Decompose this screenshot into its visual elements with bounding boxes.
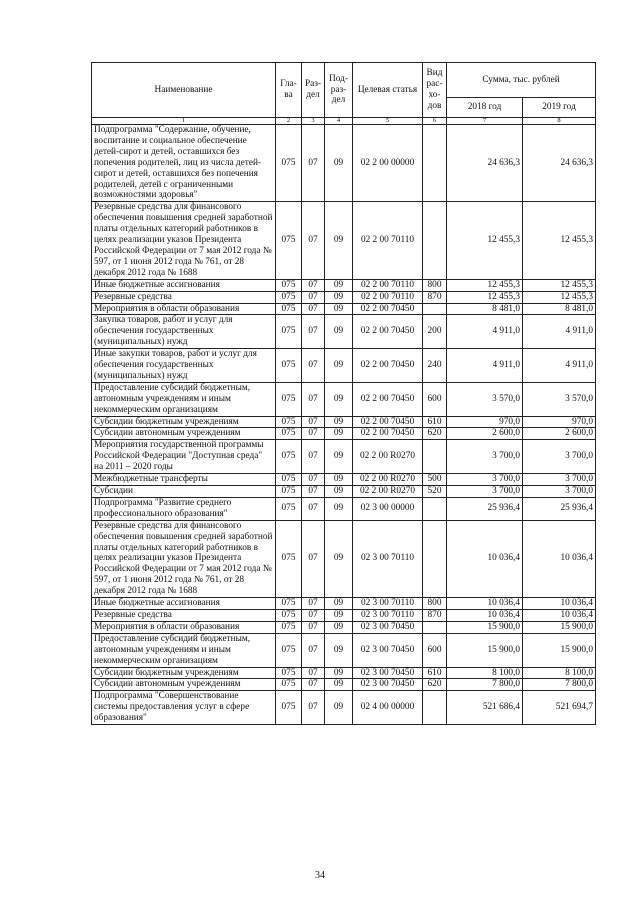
table-row xyxy=(92,474,596,486)
row-glava-cell: 075 xyxy=(276,303,302,315)
row-vid-cell xyxy=(423,497,447,520)
row-glava-cell: 075 xyxy=(276,621,302,633)
row-glava-cell: 075 xyxy=(276,679,302,691)
row-vid-cell: 870 xyxy=(423,291,447,303)
row-name-cell: Подпрограмма "Развитие среднего профессионального образования" xyxy=(92,497,276,520)
row-vid-cell xyxy=(423,621,447,633)
row-razdel-cell: 07 xyxy=(302,416,325,428)
row-sum-2019-cell: 7 800,0 xyxy=(523,679,596,691)
table-row xyxy=(92,497,596,520)
row-razdel-cell: 07 xyxy=(302,349,325,383)
row-vid-cell: 620 xyxy=(423,428,447,440)
row-target-cell: 02 2 00 R0270 xyxy=(353,440,423,474)
table-row xyxy=(92,667,596,679)
row-name-cell: Подпрограмма "Совершенствование системы предоставления услуг в сфере образования" xyxy=(92,691,276,725)
row-podrazdel-cell: 09 xyxy=(325,279,353,291)
row-glava-cell: 075 xyxy=(276,486,302,498)
row-vid-cell xyxy=(423,202,447,279)
row-target-cell: 02 2 00 70450 xyxy=(353,382,423,416)
row-name-cell: Резервные средства для финансового обеспечения повышения средней заработной платы отдельных категорий работников в целях реализации указов Президента Российской Федерации от 7 мая 2012 года № 597, от 1 июня 2012 года № 761, от 28 декабря 2012 года № 1688 xyxy=(92,520,276,597)
row-name-cell: Субсидии бюджетным учреждениям xyxy=(92,416,276,428)
row-sum-2018-cell: 2 600,0 xyxy=(447,428,523,440)
row-sum-2018-cell: 3 700,0 xyxy=(447,486,523,498)
row-sum-2019-cell: 2 600,0 xyxy=(523,428,596,440)
row-target-cell: 02 2 00 70450 xyxy=(353,416,423,428)
header-year-2018: 2018 год xyxy=(447,98,523,118)
row-glava-cell: 075 xyxy=(276,520,302,597)
row-sum-2018-cell: 10 036,4 xyxy=(447,598,523,610)
row-podrazdel-cell: 09 xyxy=(325,598,353,610)
row-podrazdel-cell: 09 xyxy=(325,416,353,428)
row-name-cell: Иные бюджетные ассигнования xyxy=(92,279,276,291)
row-sum-2019-cell: 10 036,4 xyxy=(523,520,596,597)
row-podrazdel-cell: 09 xyxy=(325,621,353,633)
row-target-cell: 02 3 00 00000 xyxy=(353,497,423,520)
table-row xyxy=(92,125,596,202)
row-target-cell: 02 2 00 R0270 xyxy=(353,486,423,498)
header-name: Наименование xyxy=(92,63,276,118)
table-row xyxy=(92,598,596,610)
row-sum-2019-cell: 3 700,0 xyxy=(523,440,596,474)
column-number: 8 xyxy=(523,118,596,125)
row-razdel-cell: 07 xyxy=(302,279,325,291)
row-razdel-cell: 07 xyxy=(302,667,325,679)
row-name-cell: Резервные средства для финансового обеспечения повышения средней заработной платы отдельных категорий работников в целях реализации указов Президента Российской Федерации от 7 мая 2012 года № 597, от 1 июня 2012 года № 761, от 28 декабря 2012 года № 1688 xyxy=(92,202,276,279)
row-podrazdel-cell: 09 xyxy=(325,667,353,679)
row-sum-2019-cell: 10 036,4 xyxy=(523,598,596,610)
row-podrazdel-cell: 09 xyxy=(325,691,353,725)
table-row xyxy=(92,349,596,383)
row-vid-cell: 200 xyxy=(423,315,447,349)
row-name-cell: Межбюджетные трансферты xyxy=(92,474,276,486)
row-razdel-cell: 07 xyxy=(302,382,325,416)
row-sum-2019-cell: 12 455,3 xyxy=(523,291,596,303)
row-razdel-cell: 07 xyxy=(302,125,325,202)
row-target-cell: 02 3 00 70450 xyxy=(353,621,423,633)
row-sum-2018-cell: 12 455,3 xyxy=(447,202,523,279)
row-name-cell: Субсидии автономным учреждениям xyxy=(92,428,276,440)
row-glava-cell: 075 xyxy=(276,291,302,303)
row-name-cell: Предоставление субсидий бюджетным, автономным учреждениям и иным некоммерческим организациям xyxy=(92,633,276,667)
table-row xyxy=(92,621,596,633)
row-name-cell: Резервные средства xyxy=(92,291,276,303)
header-vid: Вид рас-хо-дов xyxy=(423,63,447,118)
row-glava-cell: 075 xyxy=(276,691,302,725)
row-vid-cell: 500 xyxy=(423,474,447,486)
row-sum-2018-cell: 10 036,4 xyxy=(447,520,523,597)
row-sum-2019-cell: 8 100,0 xyxy=(523,667,596,679)
column-number: 6 xyxy=(423,118,447,125)
row-glava-cell: 075 xyxy=(276,440,302,474)
table-row xyxy=(92,440,596,474)
row-razdel-cell: 07 xyxy=(302,520,325,597)
row-target-cell: 02 3 00 70450 xyxy=(353,667,423,679)
row-podrazdel-cell: 09 xyxy=(325,679,353,691)
row-target-cell: 02 3 00 70450 xyxy=(353,633,423,667)
row-glava-cell: 075 xyxy=(276,667,302,679)
row-target-cell: 02 4 00 00000 xyxy=(353,691,423,725)
table-row xyxy=(92,202,596,279)
column-number: 2 xyxy=(276,118,302,125)
row-name-cell: Резервные средства xyxy=(92,609,276,621)
row-razdel-cell: 07 xyxy=(302,303,325,315)
row-razdel-cell: 07 xyxy=(302,679,325,691)
row-razdel-cell: 07 xyxy=(302,497,325,520)
row-glava-cell: 075 xyxy=(276,497,302,520)
row-sum-2018-cell: 4 911,0 xyxy=(447,349,523,383)
header-podrazdel: Под-раз-дел xyxy=(325,63,353,118)
column-number: 4 xyxy=(325,118,353,125)
column-number: 7 xyxy=(447,118,523,125)
row-razdel-cell: 07 xyxy=(302,486,325,498)
row-razdel-cell: 07 xyxy=(302,440,325,474)
row-sum-2018-cell: 8 481,0 xyxy=(447,303,523,315)
row-target-cell: 02 2 00 70450 xyxy=(353,428,423,440)
row-razdel-cell: 07 xyxy=(302,609,325,621)
column-number: 5 xyxy=(353,118,423,125)
row-target-cell: 02 2 00 70110 xyxy=(353,279,423,291)
row-sum-2019-cell: 10 036,4 xyxy=(523,609,596,621)
row-sum-2019-cell: 15 900,0 xyxy=(523,633,596,667)
row-podrazdel-cell: 09 xyxy=(325,633,353,667)
row-sum-2018-cell: 4 911,0 xyxy=(447,315,523,349)
table-row xyxy=(92,382,596,416)
row-vid-cell: 800 xyxy=(423,598,447,610)
row-sum-2019-cell: 521 694,7 xyxy=(523,691,596,725)
budget-table xyxy=(91,62,596,725)
header-year-2019: 2019 год xyxy=(523,98,596,118)
row-name-cell: Субсидии автономным учреждениям xyxy=(92,679,276,691)
row-sum-2019-cell: 970,0 xyxy=(523,416,596,428)
table-row xyxy=(92,679,596,691)
row-glava-cell: 075 xyxy=(276,125,302,202)
row-sum-2018-cell: 15 900,0 xyxy=(447,633,523,667)
row-target-cell: 02 3 00 70450 xyxy=(353,679,423,691)
row-glava-cell: 075 xyxy=(276,633,302,667)
row-razdel-cell: 07 xyxy=(302,598,325,610)
row-sum-2018-cell: 25 936,4 xyxy=(447,497,523,520)
row-target-cell: 02 2 00 70450 xyxy=(353,303,423,315)
row-sum-2018-cell: 3 700,0 xyxy=(447,440,523,474)
row-glava-cell: 075 xyxy=(276,416,302,428)
row-sum-2019-cell: 12 455,3 xyxy=(523,279,596,291)
row-sum-2018-cell: 15 900,0 xyxy=(447,621,523,633)
header-target: Целевая статья xyxy=(353,63,423,118)
table-row xyxy=(92,520,596,597)
row-target-cell: 02 3 00 70110 xyxy=(353,609,423,621)
row-name-cell: Мероприятия в области образования xyxy=(92,303,276,315)
row-sum-2018-cell: 10 036,4 xyxy=(447,609,523,621)
row-razdel-cell: 07 xyxy=(302,474,325,486)
row-vid-cell: 600 xyxy=(423,633,447,667)
table-row xyxy=(92,416,596,428)
table-row xyxy=(92,691,596,725)
row-target-cell: 02 2 00 70450 xyxy=(353,315,423,349)
table-row xyxy=(92,315,596,349)
row-sum-2018-cell: 3 700,0 xyxy=(447,474,523,486)
row-vid-cell: 610 xyxy=(423,416,447,428)
row-vid-cell xyxy=(423,303,447,315)
table-row xyxy=(92,428,596,440)
row-vid-cell: 600 xyxy=(423,382,447,416)
row-sum-2019-cell: 12 455,3 xyxy=(523,202,596,279)
row-podrazdel-cell: 09 xyxy=(325,125,353,202)
row-podrazdel-cell: 09 xyxy=(325,497,353,520)
row-sum-2018-cell: 12 455,3 xyxy=(447,279,523,291)
row-podrazdel-cell: 09 xyxy=(325,349,353,383)
row-sum-2019-cell: 8 481,0 xyxy=(523,303,596,315)
row-podrazdel-cell: 09 xyxy=(325,428,353,440)
row-razdel-cell: 07 xyxy=(302,691,325,725)
table-row xyxy=(92,279,596,291)
row-podrazdel-cell: 09 xyxy=(325,202,353,279)
row-target-cell: 02 2 00 70110 xyxy=(353,291,423,303)
row-sum-2018-cell: 970,0 xyxy=(447,416,523,428)
row-glava-cell: 075 xyxy=(276,382,302,416)
row-vid-cell: 800 xyxy=(423,279,447,291)
table-row xyxy=(92,609,596,621)
page-number: 34 xyxy=(315,870,325,881)
row-target-cell: 02 2 00 70450 xyxy=(353,349,423,383)
row-target-cell: 02 2 00 00000 xyxy=(353,125,423,202)
row-podrazdel-cell: 09 xyxy=(325,291,353,303)
row-podrazdel-cell: 09 xyxy=(325,315,353,349)
table-row xyxy=(92,291,596,303)
row-glava-cell: 075 xyxy=(276,279,302,291)
row-razdel-cell: 07 xyxy=(302,291,325,303)
row-vid-cell xyxy=(423,440,447,474)
row-vid-cell xyxy=(423,125,447,202)
row-podrazdel-cell: 09 xyxy=(325,474,353,486)
row-sum-2019-cell: 3 570,0 xyxy=(523,382,596,416)
row-vid-cell: 610 xyxy=(423,667,447,679)
row-glava-cell: 075 xyxy=(276,474,302,486)
row-glava-cell: 075 xyxy=(276,202,302,279)
row-glava-cell: 075 xyxy=(276,349,302,383)
row-name-cell: Иные бюджетные ассигнования xyxy=(92,598,276,610)
row-name-cell: Мероприятия в области образования xyxy=(92,621,276,633)
table-row xyxy=(92,486,596,498)
row-vid-cell: 240 xyxy=(423,349,447,383)
row-sum-2019-cell: 15 900,0 xyxy=(523,621,596,633)
row-razdel-cell: 07 xyxy=(302,428,325,440)
row-sum-2018-cell: 12 455,3 xyxy=(447,291,523,303)
row-sum-2018-cell: 7 800,0 xyxy=(447,679,523,691)
row-sum-2019-cell: 4 911,0 xyxy=(523,349,596,383)
row-name-cell: Предоставление субсидий бюджетным, автономным учреждениям и иным некоммерческим организациям xyxy=(92,382,276,416)
table-row xyxy=(92,633,596,667)
header-glava: Гла-ва xyxy=(276,63,302,118)
row-razdel-cell: 07 xyxy=(302,621,325,633)
row-target-cell: 02 2 00 R0270 xyxy=(353,474,423,486)
row-vid-cell: 870 xyxy=(423,609,447,621)
header-sum: Сумма, тыс. рублей xyxy=(447,63,596,98)
row-podrazdel-cell: 09 xyxy=(325,440,353,474)
row-podrazdel-cell: 09 xyxy=(325,303,353,315)
row-sum-2019-cell: 24 636,3 xyxy=(523,125,596,202)
row-razdel-cell: 07 xyxy=(302,202,325,279)
row-vid-cell xyxy=(423,520,447,597)
row-razdel-cell: 07 xyxy=(302,315,325,349)
row-target-cell: 02 2 00 70110 xyxy=(353,202,423,279)
row-sum-2019-cell: 4 911,0 xyxy=(523,315,596,349)
row-podrazdel-cell: 09 xyxy=(325,609,353,621)
row-sum-2018-cell: 521 686,4 xyxy=(447,691,523,725)
row-name-cell: Иные закупки товаров, работ и услуг для обеспечения государственных (муниципальных) нужд xyxy=(92,349,276,383)
header-razdel: Раз-дел xyxy=(302,63,325,118)
row-sum-2018-cell: 3 570,0 xyxy=(447,382,523,416)
row-name-cell: Подпрограмма "Содержание, обучение, воспитание и социальное обеспечение детей-сирот и детей, оставшихся без попечения родителей, лиц из числа детей-сирот и детей, оставшихся без попечения родителей, детей с ограниченными возможностями здоровья" xyxy=(92,125,276,202)
row-glava-cell: 075 xyxy=(276,428,302,440)
row-name-cell: Закупка товаров, работ и услуг для обеспечения государственных (муниципальных) нужд xyxy=(92,315,276,349)
column-number: 3 xyxy=(302,118,325,125)
row-target-cell: 02 3 00 70110 xyxy=(353,598,423,610)
row-name-cell: Мероприятия государственной программы Российской Федерации "Доступная среда" на 2011 – 2020 годы xyxy=(92,440,276,474)
row-name-cell: Субсидии xyxy=(92,486,276,498)
row-vid-cell: 620 xyxy=(423,679,447,691)
row-podrazdel-cell: 09 xyxy=(325,520,353,597)
row-sum-2019-cell: 3 700,0 xyxy=(523,486,596,498)
row-sum-2019-cell: 3 700,0 xyxy=(523,474,596,486)
row-podrazdel-cell: 09 xyxy=(325,486,353,498)
row-vid-cell: 520 xyxy=(423,486,447,498)
row-razdel-cell: 07 xyxy=(302,633,325,667)
row-target-cell: 02 3 00 70110 xyxy=(353,520,423,597)
row-glava-cell: 075 xyxy=(276,315,302,349)
row-sum-2018-cell: 24 636,3 xyxy=(447,125,523,202)
row-podrazdel-cell: 09 xyxy=(325,382,353,416)
column-number: 1 xyxy=(92,118,276,125)
row-name-cell: Субсидии бюджетным учреждениям xyxy=(92,667,276,679)
row-vid-cell xyxy=(423,691,447,725)
row-glava-cell: 075 xyxy=(276,598,302,610)
row-sum-2019-cell: 25 936,4 xyxy=(523,497,596,520)
row-sum-2018-cell: 8 100,0 xyxy=(447,667,523,679)
row-glava-cell: 075 xyxy=(276,609,302,621)
table-row xyxy=(92,303,596,315)
